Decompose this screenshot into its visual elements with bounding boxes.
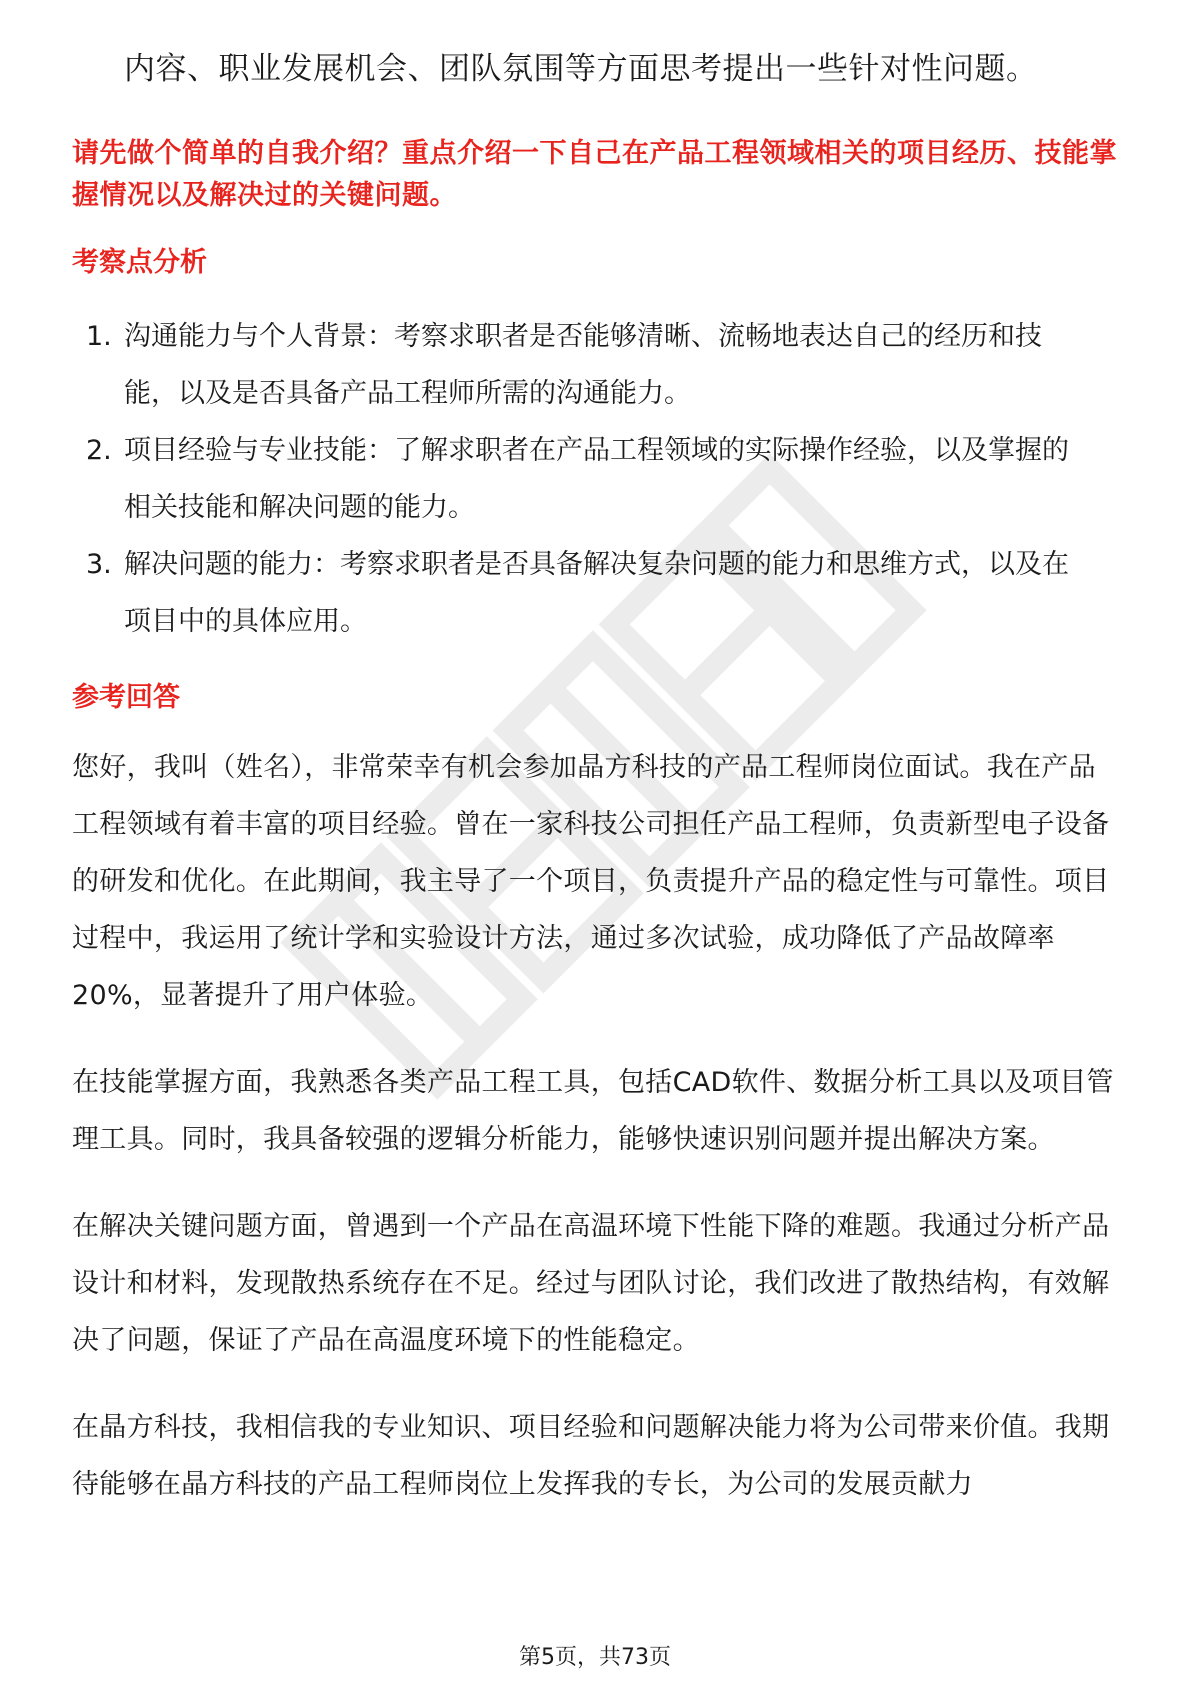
analysis-item-text: 项目经验与专业技能：了解求职者在产品工程领域的实际操作经验，以及掌握的相关技能和解决问题的能力。 bbox=[124, 434, 1069, 523]
page-number-footer: 第5页，共73页 bbox=[519, 1645, 671, 1670]
analysis-item bbox=[72, 308, 1084, 422]
list-number: 3. bbox=[86, 548, 112, 580]
analysis-item bbox=[72, 536, 1084, 650]
interview-question: 请先做个简单的自我介绍？重点介绍一下自己在产品工程领域相关的项目经历、技能掌握情况以及解决过的关键问题。 bbox=[72, 137, 1117, 211]
analysis-item bbox=[72, 422, 1084, 536]
answer-paragraph: 在解决关键问题方面，曾遇到一个产品在高温环境下性能下降的难题。我通过分析产品设计和材料，发现散热系统存在不足。经过与团队讨论，我们改进了散热结构，有效解决了问题，保证了产品在高温度环境下的性能稳定。 bbox=[72, 1210, 1110, 1356]
analysis-list bbox=[72, 308, 1122, 650]
answer-paragraph: 在晶方科技，我相信我的专业知识、项目经验和问题解决能力将为公司带来价值。我期待能够在晶方科技的产品工程师岗位上发挥我的专长，为公司的发展贡献力 bbox=[72, 1411, 1110, 1500]
answer-section-title: 参考回答 bbox=[72, 681, 180, 713]
list-number: 1. bbox=[86, 320, 112, 352]
intro-continuation-text: 内容、职业发展机会、团队氛围等方面思考提出一些针对性问题。 bbox=[124, 51, 1038, 87]
analysis-item-text: 沟通能力与个人背景：考察求职者是否能够清晰、流畅地表达自己的经历和技能，以及是否具备产品工程师所需的沟通能力。 bbox=[124, 320, 1042, 409]
list-number: 2. bbox=[86, 434, 112, 466]
answer-paragraph: 在技能掌握方面，我熟悉各类产品工程工具，包括CAD软件、数据分析工具以及项目管理工具。同时，我具备较强的逻辑分析能力，能够快速识别问题并提出解决方案。 bbox=[72, 1066, 1114, 1155]
answer-paragraph: 您好，我叫（姓名），非常荣幸有机会参加晶方科技的产品工程师岗位面试。我在产品工程领域有着丰富的项目经验。曾在一家科技公司担任产品工程师，负责新型电子设备的研发和优化。在此期间，我主导了一个项目，负责提升产品的稳定性与可靠性。项目过程中，我运用了统计学和实验设计方法，通过多次试验，成功降低了产品故障率20%，显著提升了用户体验。 bbox=[72, 751, 1110, 1011]
analysis-section-title: 考察点分析 bbox=[72, 246, 207, 278]
analysis-item-text: 解决问题的能力：考察求职者是否具备解决复杂问题的能力和思维方式，以及在项目中的具体应用。 bbox=[124, 548, 1069, 637]
document-page bbox=[72, 40, 1122, 1513]
